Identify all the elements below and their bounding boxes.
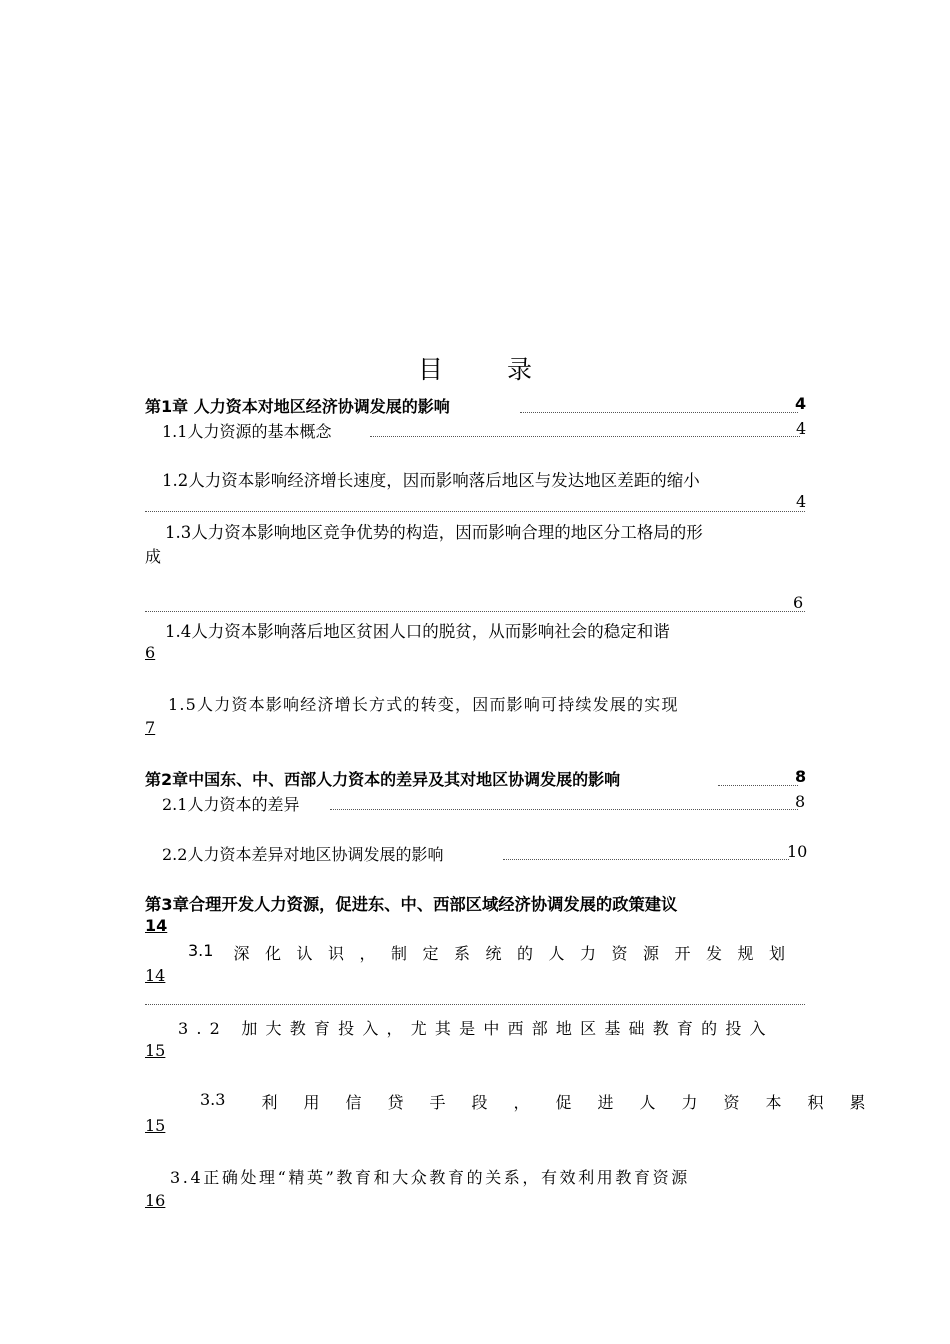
toc-leader-dots	[370, 436, 800, 437]
toc-section-1-2-label[interactable]: 1.2人力资本影响经济增长速度，因而影响落后地区与发达地区差距的缩小	[162, 471, 700, 490]
toc-section-1-4-page[interactable]: 6	[145, 643, 156, 662]
toc-section-1-3-label-line2[interactable]: 成	[145, 547, 162, 566]
toc-section-2-1-page[interactable]: 8	[795, 792, 806, 811]
toc-leader-dots	[503, 859, 789, 860]
toc-section-3-4-page[interactable]: 16	[145, 1191, 166, 1210]
toc-leader-dots	[520, 412, 798, 413]
toc-section-1-5-label[interactable]: 1.5人力资本影响经济增长方式的转变，因而影响可持续发展的实现	[168, 695, 679, 714]
toc-section-2-2-label[interactable]: 2.2人力资本差异对地区协调发展的影响	[162, 845, 444, 864]
toc-section-3-3-row[interactable]	[200, 1090, 892, 1113]
toc-leader-dots	[330, 809, 798, 810]
toc-chapter-3-page[interactable]: 14	[145, 916, 168, 935]
toc-chapter-1-page[interactable]: 4	[795, 394, 807, 413]
toc-section-3-3-text: 利用信贷手段，促进人力资本积累	[261, 1093, 892, 1112]
toc-section-1-4-label[interactable]: 1.4人力资本影响落后地区贫困人口的脱贫，从而影响社会的稳定和谐	[165, 622, 670, 641]
toc-section-1-3-page[interactable]: 6	[793, 593, 804, 612]
toc-section-3-3-page[interactable]: 15	[145, 1116, 166, 1135]
toc-section-3-1-page[interactable]: 14	[145, 966, 166, 985]
toc-section-3-1-text: 深化认识，制定系统的人力资源开发规划	[233, 944, 801, 963]
toc-title: 目 录	[418, 355, 560, 384]
toc-section-3-1-num: 3.1	[188, 941, 214, 960]
toc-section-2-1-label[interactable]: 2.1人力资本的差异	[162, 795, 300, 814]
toc-chapter-2-page[interactable]: 8	[795, 767, 807, 786]
toc-leader-dots	[145, 1004, 805, 1005]
toc-section-1-1-page[interactable]: 4	[796, 419, 807, 438]
toc-section-1-2-page[interactable]: 4	[796, 492, 807, 511]
toc-section-1-5-page[interactable]: 7	[145, 718, 156, 737]
toc-chapter-2-label[interactable]: 第2章中国东、中、西部人力资本的差异及其对地区协调发展的影响	[145, 770, 621, 789]
toc-section-3-2-label[interactable]: 3.2 加大教育投入，尤其是中西部地区基础教育的投入	[178, 1019, 774, 1038]
toc-leader-dots	[145, 611, 805, 612]
toc-chapter-3-label[interactable]: 第3章合理开发人力资源，促进东、中、西部区域经济协调发展的政策建议	[145, 895, 678, 914]
toc-section-3-3-num: 3.3	[200, 1090, 226, 1109]
toc-section-3-4-label[interactable]: 3.4正确处理“精英”教育和大众教育的关系，有效利用教育资源	[170, 1168, 690, 1187]
toc-leader-dots	[718, 785, 798, 786]
toc-leader-dots	[145, 511, 805, 512]
toc-section-1-1-label[interactable]: 1.1人力资源的基本概念	[162, 422, 332, 441]
toc-section-3-2-page[interactable]: 15	[145, 1041, 166, 1060]
toc-section-2-2-page[interactable]: 10	[787, 842, 808, 861]
toc-section-3-1-row[interactable]	[188, 941, 805, 964]
toc-chapter-1-label[interactable]: 第1章 人力资本对地区经济协调发展的影响	[145, 397, 450, 416]
toc-section-1-3-label-line1[interactable]: 1.3人力资本影响地区竞争优势的构造，因而影响合理的地区分工格局的形	[165, 523, 703, 542]
